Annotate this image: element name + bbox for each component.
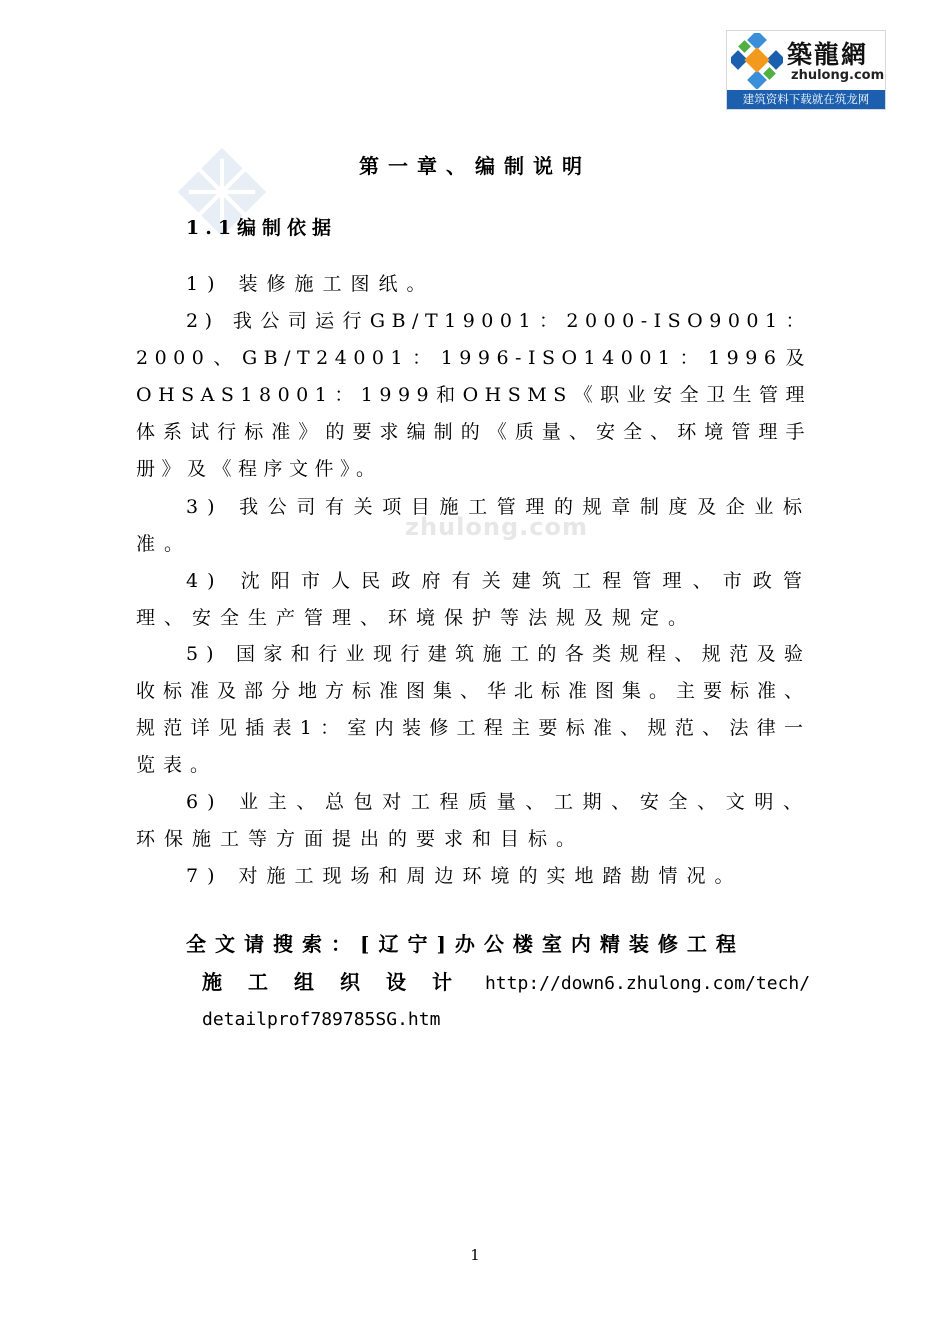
search-url-link[interactable]: http://down6.zhulong.com/tech/	[484, 973, 811, 994]
search-line-2	[202, 963, 822, 1003]
logo-domain: zhulong.com	[791, 68, 885, 83]
basis-item-6: 6) 业主、总包对工程质量、工期、安全、文明、环保施工等方面提出的要求和目标。	[136, 791, 811, 850]
snowflake-logo-icon	[731, 33, 783, 89]
basis-item-1: 1) 装修施工图纸。	[186, 273, 435, 295]
basis-item-2: 2) 我公司运行GB/T19001：2000-ISO9001：2000、GB/T24001：1996-ISO14001：1996及OHSAS18001：1999和OHSMS《职业安全卫生管理体系试行标准》的要求编制的《质量、安全、环境管理手册》及《程序文件》。	[136, 310, 811, 480]
search-url-continuation[interactable]: detailprof789785SG.htm	[202, 1009, 441, 1030]
zhulong-logo[interactable]	[726, 30, 886, 110]
basis-item-3: 3) 我公司有关项目施工管理的规章制度及企业标准。	[136, 496, 811, 555]
logo-slogan: 建筑资料下载就在筑龙网	[727, 90, 885, 109]
chapter-title: 第一章、编制说明	[359, 154, 591, 178]
basis-item-4: 4) 沈阳市人民政府有关建筑工程管理、市政管理、安全生产管理、环境保护等法规及规定。	[136, 570, 811, 629]
page-number: 1	[470, 1246, 480, 1264]
search-title-part: 施工组织设计	[202, 970, 478, 994]
search-line-1: 全文请搜索：[辽宁]办公楼室内精装修工程	[186, 932, 745, 956]
basis-item-5: 5) 国家和行业现行建筑施工的各类规程、规范及验收标准及部分地方标准图集、华北标准图集。主要标准、规范详见插表1：室内装修工程主要标准、规范、法律一览表。	[136, 643, 812, 776]
section-title: 1.1编制依据	[186, 217, 338, 239]
logo-name-cn: 築龍網	[787, 40, 869, 69]
watermark-text: zhulong.com	[405, 513, 588, 541]
basis-item-7: 7) 对施工现场和周边环境的实地踏勘情况。	[186, 865, 743, 887]
